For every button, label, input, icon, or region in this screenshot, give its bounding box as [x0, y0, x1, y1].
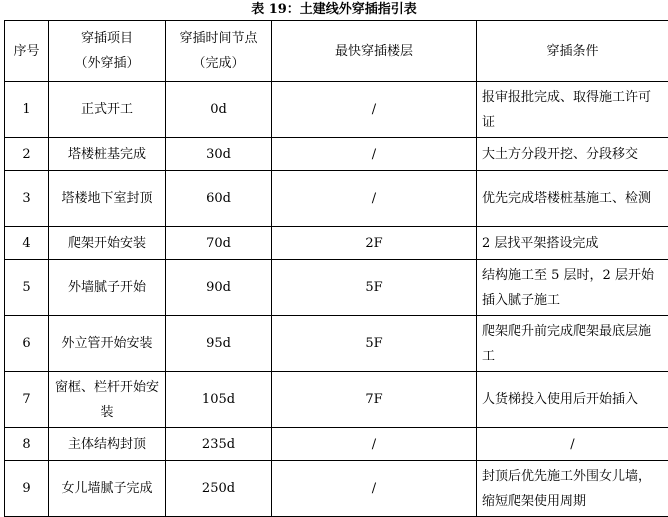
header-time-line1: 穿插时间节点: [171, 26, 266, 51]
cell-condition: 人货梯投入使用后开始插入: [477, 372, 668, 428]
cell-no: 7: [5, 372, 49, 428]
cell-item: 塔楼地下室封顶: [49, 171, 166, 227]
header-floor: 最快穿插楼层: [272, 21, 477, 82]
cell-floor: 7F: [272, 372, 477, 428]
table-row: [5, 428, 668, 461]
cell-item: 正式开工: [49, 82, 166, 138]
cell-condition: 封顶后优先施工外围女儿墙，缩短爬架使用周期: [477, 461, 668, 517]
cell-no: 5: [5, 260, 49, 316]
cell-time: 105d: [166, 372, 272, 428]
cell-item: 女儿墙腻子完成: [49, 461, 166, 517]
cell-time: 60d: [166, 171, 272, 227]
table-row: [5, 316, 668, 372]
cell-no: 1: [5, 82, 49, 138]
header-item-line1: 穿插项目: [54, 26, 160, 51]
cell-condition: /: [477, 428, 668, 461]
table-row: [5, 82, 668, 138]
cell-floor: 5F: [272, 316, 477, 372]
cell-condition: 结构施工至 5 层时，2 层开始插入腻子施工: [477, 260, 668, 316]
cell-item: 外立管开始安装: [49, 316, 166, 372]
cell-floor: 5F: [272, 260, 477, 316]
table-caption: 表 19：土建线外穿插指引表: [0, 0, 668, 20]
table-row: [5, 260, 668, 316]
cell-time: 250d: [166, 461, 272, 517]
table-row: [5, 138, 668, 171]
cell-item: 外墙腻子开始: [49, 260, 166, 316]
cell-time: 235d: [166, 428, 272, 461]
table-row: [5, 461, 668, 517]
cell-no: 4: [5, 227, 49, 260]
header-time-line2: （完成）: [171, 51, 266, 76]
table-row: [5, 372, 668, 428]
cell-time: 90d: [166, 260, 272, 316]
cell-floor: /: [272, 82, 477, 138]
table-header-row: [5, 21, 668, 82]
header-no: 序号: [5, 21, 49, 82]
cell-time: 0d: [166, 82, 272, 138]
cell-time: 30d: [166, 138, 272, 171]
cell-no: 2: [5, 138, 49, 171]
cell-item: 窗框、栏杆开始安装: [49, 372, 166, 428]
table-row: [5, 171, 668, 227]
cell-floor: /: [272, 171, 477, 227]
cell-condition: 报审报批完成、取得施工许可证: [477, 82, 668, 138]
cell-floor: /: [272, 138, 477, 171]
cell-no: 9: [5, 461, 49, 517]
cell-item: 主体结构封顶: [49, 428, 166, 461]
header-condition: 穿插条件: [477, 21, 668, 82]
header-time: [166, 21, 272, 82]
cell-time: 70d: [166, 227, 272, 260]
cell-no: 3: [5, 171, 49, 227]
interleave-guide-table: [4, 20, 668, 517]
cell-floor: /: [272, 428, 477, 461]
cell-condition: 爬架爬升前完成爬架最底层施工: [477, 316, 668, 372]
cell-condition: 2 层找平架搭设完成: [477, 227, 668, 260]
cell-item: 爬架开始安装: [49, 227, 166, 260]
cell-no: 6: [5, 316, 49, 372]
cell-item: 塔楼桩基完成: [49, 138, 166, 171]
cell-condition: 优先完成塔楼桩基施工、检测: [477, 171, 668, 227]
cell-floor: /: [272, 461, 477, 517]
header-item-line2: （外穿插）: [54, 51, 160, 76]
table-row: [5, 227, 668, 260]
header-item: [49, 21, 166, 82]
cell-time: 95d: [166, 316, 272, 372]
cell-floor: 2F: [272, 227, 477, 260]
cell-no: 8: [5, 428, 49, 461]
cell-condition: 大土方分段开挖、分段移交: [477, 138, 668, 171]
